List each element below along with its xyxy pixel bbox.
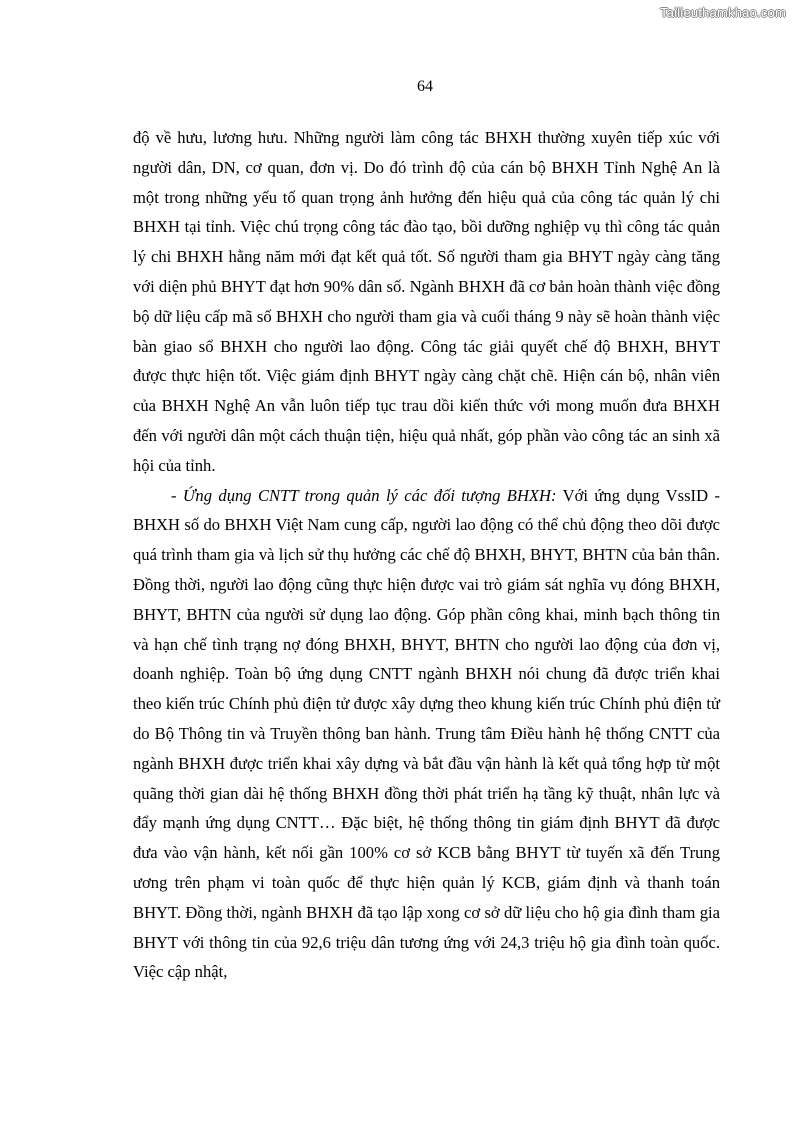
paragraph-2 <box>133 481 720 988</box>
paragraph-2-heading: - Ứng dụng CNTT trong quản lý các đối tượng BHXH: <box>171 485 557 505</box>
paragraph-2-body: Với ứng dụng VssID - BHXH số do BHXH Việt Nam cung cấp, người lao động có thể chủ động theo dõi được quá trình tham gia và lịch sử thụ hưởng các chế độ BHXH, BHYT, BHTN của bản thân. Đồng thời, người lao động cũng thực hiện được vai trò giám sát nghĩa vụ đóng BHXH, BHYT, BHTN của người sử dụng lao động. Góp phần công khai, minh bạch thông tin và hạn chế tình trạng nợ đóng BHXH, BHYT, BHTN cho người lao động của đơn vị, doanh nghiệp. Toàn bộ ứng dụng CNTT ngành BHXH nói chung đã được triển khai theo kiến trúc Chính phủ điện tử được xây dựng theo khung kiến trúc Chính phủ điện tử do Bộ Thông tin và Truyền thông ban hành. Trung tâm Điều hành hệ thống CNTT của ngành BHXH được triển khai xây dựng và bắt đầu vận hành là kết quả tổng hợp từ một quãng thời gian dài hệ thống BHXH đồng thời phát triển hạ tầng kỹ thuật, nhân lực và đẩy mạnh ứng dụng CNTT… Đặc biệt, hệ thống thông tin giám định BHYT đã được đưa vào vận hành, kết nối gần 100% cơ sở KCB bằng BHYT từ tuyến xã đến Trung ương trên phạm vi toàn quốc để thực hiện quản lý KCB, giám định và thanh toán BHYT. Đồng thời, ngành BHXH đã tạo lập xong cơ sở dữ liệu cho hộ gia đình tham gia BHYT với thông tin của 92,6 triệu dân tương ứng với 24,3 triệu hộ gia đình toàn quốc. Việc cập nhật, <box>133 485 720 982</box>
page-number: 64 <box>417 78 433 95</box>
paragraph-1: độ về hưu, lương hưu. Những người làm công tác BHXH thường xuyên tiếp xúc với người dân, DN, cơ quan, đơn vị. Do đó trình độ của cán bộ BHXH Tỉnh Nghệ An là một trong những yếu tố quan trọng ảnh hưởng đến hiệu quả của công tác quản lý chi BHXH tại tỉnh. Việc chú trọng công tác đào tạo, bồi dưỡng nghiệp vụ thì công tác quản lý chi BHXH hằng năm mới đạt kết quả tốt. Số người tham gia BHYT ngày càng tăng với diện phủ BHYT đạt hơn 90% dân số. Ngành BHXH đã cơ bản hoàn thành việc đồng bộ dữ liệu cấp mã số BHXH cho người tham gia và cuối tháng 9 này sẽ hoàn thành việc bàn giao sổ BHXH cho người lao động. Công tác giải quyết chế độ BHXH, BHYT được thực hiện tốt. Việc giám định BHYT ngày càng chặt chẽ. Hiện cán bộ, nhân viên của BHXH Nghệ An vẫn luôn tiếp tục trau dồi kiến thức với mong muốn đưa BHXH đến với người dân một cách thuận tiện, hiệu quả nhất, góp phần vào công tác an sinh xã hội của tỉnh. <box>133 128 720 475</box>
watermark: Tailieuthamkhao.com <box>660 5 786 20</box>
body-text <box>133 123 720 987</box>
